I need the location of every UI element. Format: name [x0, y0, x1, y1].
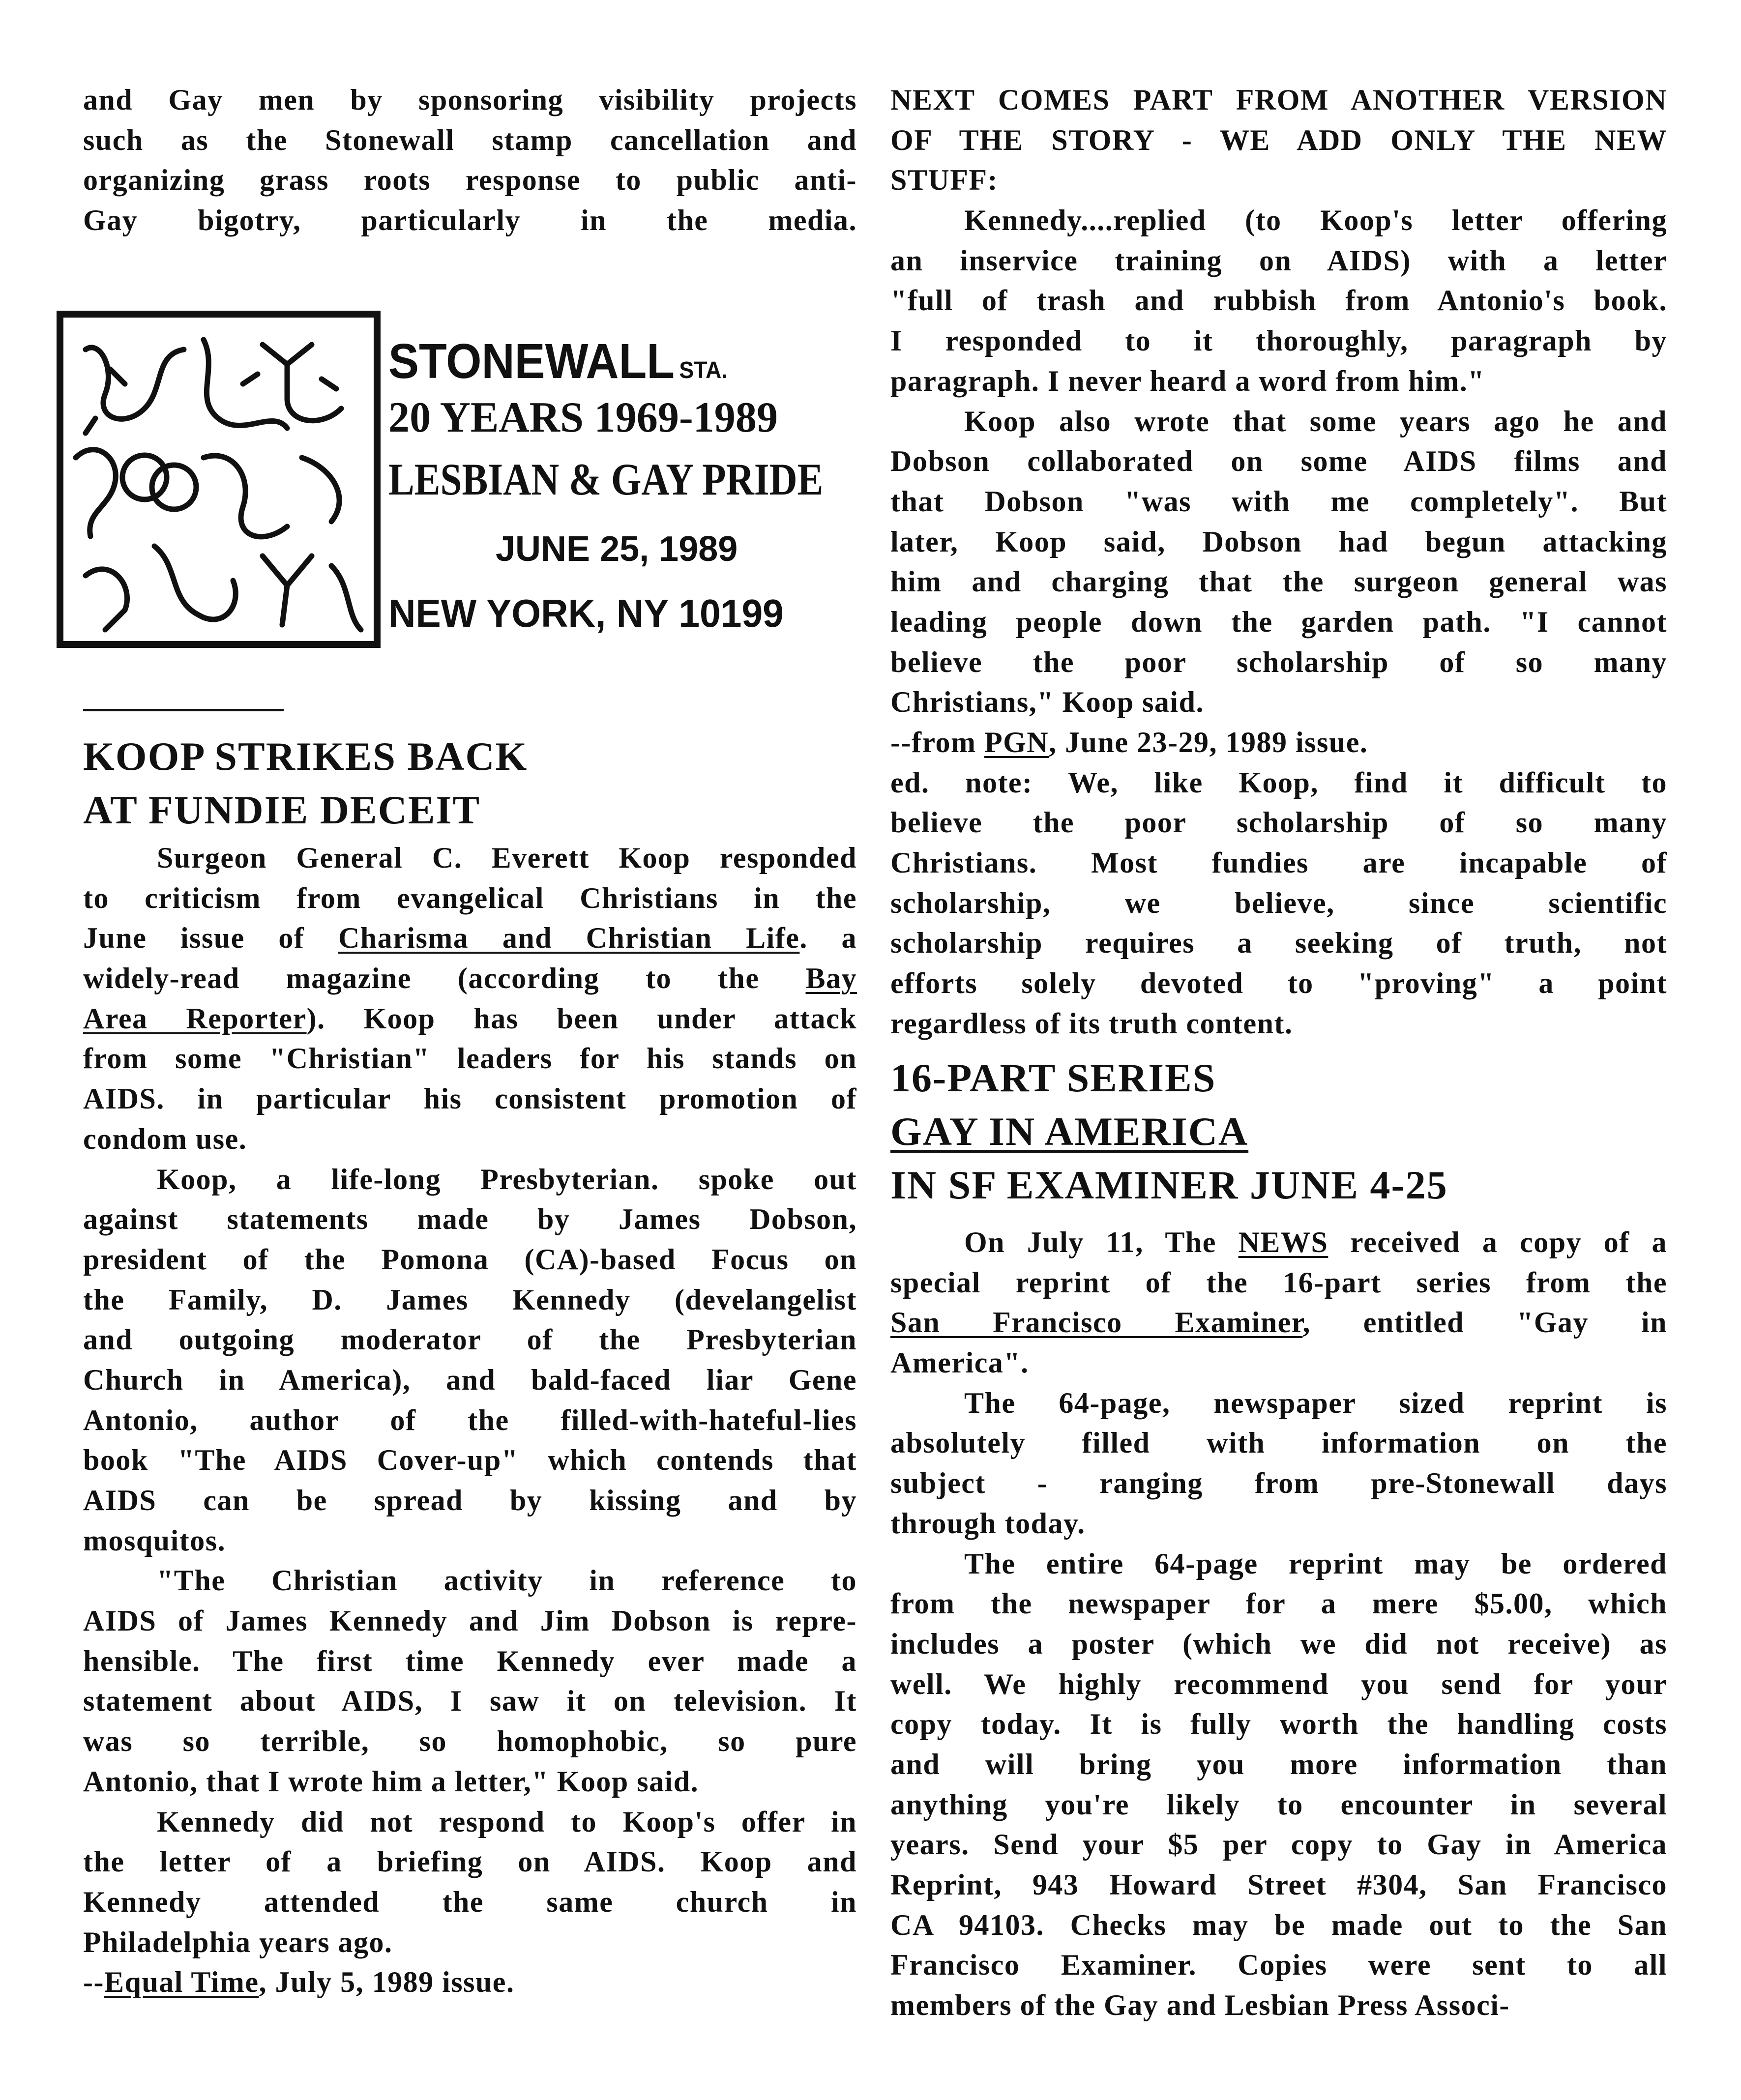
paragraph	[890, 763, 1667, 1044]
text-segment: and will bring you more information than	[890, 1748, 1667, 1780]
text-line	[890, 1584, 1667, 1624]
text-line	[83, 201, 857, 241]
text-segment: hensible. The first time Kennedy ever made a	[83, 1644, 857, 1677]
text-line	[83, 1360, 857, 1400]
paragraph	[890, 723, 1667, 763]
text-line	[83, 918, 857, 959]
text-line	[83, 1119, 857, 1160]
text-line	[890, 1263, 1667, 1303]
text-segment: June issue of	[83, 922, 338, 955]
paragraph	[890, 1223, 1667, 1383]
text-segment: Francisco Examiner. Copies were sent to all	[890, 1949, 1667, 1982]
stamp-pride: LESBIAN & GAY PRIDE	[388, 454, 824, 504]
underlined-title: Charisma and Christian Life	[338, 922, 800, 955]
stonewall-stamp-artwork	[56, 310, 381, 648]
text-line	[83, 1561, 857, 1601]
text-segment: STUFF:	[890, 164, 998, 197]
text-line	[890, 1745, 1667, 1785]
text-segment: includes a poster (which we did not receive) as	[890, 1627, 1667, 1660]
paragraph	[890, 402, 1667, 723]
stamp-sta: STA.	[679, 357, 728, 383]
paragraph	[83, 1561, 857, 1802]
paragraph	[890, 80, 1667, 201]
text-segment: Koop also wrote that some years ago he and	[964, 405, 1667, 438]
text-segment: The entire 64-page reprint may be ordered	[964, 1547, 1667, 1580]
text-line	[890, 402, 1667, 442]
text-segment: --	[83, 1966, 104, 1999]
text-line	[83, 878, 857, 919]
text-segment: The 64-page, newspaper sized reprint is	[964, 1386, 1667, 1419]
text-line	[83, 1280, 857, 1320]
text-line	[890, 602, 1667, 642]
text-segment: Kennedy....replied (to Koop's letter offering	[964, 204, 1667, 237]
text-line	[83, 1601, 857, 1641]
text-segment: organizing grass roots response to public anti-	[83, 164, 857, 197]
text-segment: AIDS of James Kennedy and Jim Dobson is repre-	[83, 1604, 857, 1637]
text-line	[890, 803, 1667, 843]
text-line	[890, 482, 1667, 522]
headline-line: KOOP STRIKES BACK	[83, 734, 528, 779]
text-line	[890, 1423, 1667, 1463]
paragraph	[890, 1544, 1667, 2026]
text-line	[890, 562, 1667, 602]
koop-headline	[83, 729, 528, 837]
text-segment: scholarship, we believe, since scientific	[890, 886, 1667, 919]
text-segment: "The Christian activity in reference to	[157, 1564, 857, 1597]
text-segment: later, Koop said, Dobson had begun attacking	[890, 525, 1667, 558]
headline-line: AT FUNDIE DECEIT	[83, 788, 481, 832]
text-line	[83, 1521, 857, 1561]
text-line	[890, 120, 1667, 161]
text-line	[83, 1842, 857, 1882]
dancing-figures-icon	[56, 310, 381, 648]
text-segment: years. Send your $5 per copy to Gay in America	[890, 1828, 1667, 1861]
text-line	[890, 1825, 1667, 1865]
left-intro-text	[83, 80, 857, 241]
section-divider	[83, 709, 284, 711]
headline-line: IN SF EXAMINER JUNE 4-25	[890, 1163, 1448, 1207]
text-line	[890, 883, 1667, 924]
text-segment: that Dobson "was with me completely". But	[890, 485, 1667, 518]
text-segment: from some "Christian" leaders for his stands on	[83, 1042, 857, 1075]
text-segment: Kennedy did not respond to Koop's offer in	[157, 1805, 857, 1838]
text-line	[83, 1160, 857, 1200]
text-segment: well. We highly recommend you send for your	[890, 1667, 1667, 1700]
gay-in-america-article-body	[890, 1223, 1667, 2026]
text-segment: through today.	[890, 1507, 1086, 1540]
text-line	[83, 120, 857, 161]
text-segment: ed. note: We, like Koop, find it difficult to	[890, 766, 1667, 799]
text-segment: copy today. It is fully worth the handling costs	[890, 1708, 1667, 1741]
underlined-title: PGN	[984, 726, 1049, 758]
text-segment: the Family, D. James Kennedy (develangelist	[83, 1283, 857, 1316]
text-segment: NEXT COMES PART FROM ANOTHER VERSION	[890, 84, 1667, 116]
underlined-title: Area Reporter	[83, 1002, 307, 1035]
text-line	[890, 321, 1667, 361]
text-segment: Christians. Most fundies are incapable of	[890, 846, 1667, 879]
text-line	[890, 723, 1667, 763]
text-segment: received a copy of a	[1328, 1226, 1668, 1258]
text-line	[83, 160, 857, 201]
text-line	[83, 1882, 857, 1923]
text-segment: Dobson collaborated on some AIDS films and	[890, 445, 1667, 478]
right-intro-text	[890, 80, 1667, 1044]
text-segment: widely-read magazine (according to the	[83, 962, 806, 995]
paragraph	[83, 1160, 857, 1561]
paragraph	[83, 1802, 857, 1963]
headline-line-underlined: GAY IN AMERICA	[890, 1109, 1249, 1154]
text-segment: Koop, a life-long Presbyterian. spoke out	[157, 1163, 857, 1196]
text-line	[890, 1905, 1667, 1946]
text-line	[83, 959, 857, 999]
text-line	[890, 1704, 1667, 1745]
text-segment: was so terrible, so homophobic, so pure	[83, 1725, 857, 1758]
text-segment: absolutely filled with information on the	[890, 1427, 1667, 1459]
stamp-name: STONEWALL	[388, 334, 675, 389]
text-line	[890, 1223, 1667, 1263]
text-line	[890, 1664, 1667, 1705]
text-segment: efforts solely devoted to "proving" a point	[890, 967, 1667, 1000]
text-line	[83, 1240, 857, 1280]
text-segment: to criticism from evangelical Christians in the	[83, 881, 857, 914]
text-line	[890, 763, 1667, 803]
text-line	[890, 441, 1667, 482]
text-line	[83, 1400, 857, 1441]
text-segment: Antonio, that I wrote him a letter," Koop said.	[83, 1765, 699, 1798]
text-segment: members of the Gay and Lesbian Press Associ-	[890, 1989, 1510, 2022]
text-line	[890, 963, 1667, 1004]
text-segment: an inservice training on AIDS) with a letter	[890, 244, 1667, 277]
text-line	[890, 682, 1667, 723]
text-segment: book "The AIDS Cover-up" which contends that	[83, 1444, 857, 1477]
text-line	[890, 522, 1667, 562]
text-line	[890, 1343, 1667, 1383]
text-line	[83, 1079, 857, 1119]
text-segment: OF THE STORY - WE ADD ONLY THE NEW	[890, 123, 1667, 156]
text-segment: America".	[890, 1346, 1029, 1379]
underlined-title: Bay	[805, 962, 857, 995]
text-line	[890, 1504, 1667, 1544]
text-segment: Reprint, 943 Howard Street #304, San Francisco	[890, 1868, 1667, 1901]
text-segment: "full of trash and rubbish from Antonio's book.	[890, 284, 1667, 317]
paragraph	[890, 201, 1667, 401]
text-line	[890, 1463, 1667, 1504]
text-segment: regardless of its truth content.	[890, 1007, 1293, 1040]
text-segment: and outgoing moderator of the Presbyterian	[83, 1323, 857, 1356]
text-line	[83, 1199, 857, 1240]
text-line	[83, 1681, 857, 1721]
text-segment: , June 23-29, 1989 issue.	[1049, 726, 1368, 758]
text-segment: AIDS. in particular his consistent promotion of	[83, 1082, 857, 1115]
stamp-date: JUNE 25, 1989	[496, 529, 738, 569]
text-segment: special reprint of the 16-part series from the	[890, 1266, 1667, 1299]
text-line	[890, 923, 1667, 963]
text-line	[890, 361, 1667, 402]
text-line	[890, 1865, 1667, 1905]
text-segment: president of the Pomona (CA)-based Focus on	[83, 1243, 857, 1276]
koop-article-body	[83, 838, 857, 2003]
text-line	[890, 1624, 1667, 1664]
text-line	[83, 1641, 857, 1682]
text-segment: ). Koop has been under attack	[306, 1002, 857, 1035]
underlined-title: Equal Time	[104, 1966, 259, 1999]
text-line	[83, 1481, 857, 1521]
text-line	[83, 80, 857, 120]
paragraph	[890, 1383, 1667, 1544]
stamp-place: NEW YORK, NY 10199	[388, 591, 784, 635]
text-line	[890, 1004, 1667, 1044]
text-segment: Philadelphia years ago.	[83, 1925, 393, 1958]
text-line	[83, 1440, 857, 1481]
text-segment: On July 11, The	[964, 1226, 1239, 1258]
text-line	[83, 1923, 857, 1963]
text-segment: Kennedy attended the same church in	[83, 1885, 857, 1918]
text-segment: against statements made by James Dobson,	[83, 1203, 857, 1236]
text-segment: . a	[799, 922, 857, 955]
underlined-title: NEWS	[1238, 1226, 1328, 1258]
text-segment: from the newspaper for a mere $5.00, which	[890, 1587, 1667, 1620]
headline-line: 16-PART SERIES	[890, 1055, 1216, 1100]
text-segment: --from	[890, 726, 984, 758]
text-segment: Christians," Koop said.	[890, 686, 1204, 719]
text-line	[83, 999, 857, 1039]
text-segment: believe the poor scholarship of so many	[890, 806, 1667, 839]
stamp-years: 20 YEARS 1969-1989	[388, 394, 778, 441]
text-line	[83, 1039, 857, 1079]
text-line	[83, 1962, 857, 2003]
text-segment: condom use.	[83, 1122, 247, 1155]
text-line	[83, 1762, 857, 1802]
text-segment: paragraph. I never heard a word from him."	[890, 364, 1485, 397]
text-line	[890, 1945, 1667, 1985]
text-segment: AIDS can be spread by kissing and by	[83, 1484, 857, 1517]
text-line	[890, 1985, 1667, 2026]
text-segment: Surgeon General C. Everett Koop responded	[157, 842, 857, 874]
underlined-title: San Francisco Examiner	[890, 1306, 1303, 1339]
text-line	[890, 160, 1667, 201]
text-line	[890, 642, 1667, 683]
text-segment: , entitled "Gay in	[1302, 1306, 1668, 1339]
text-segment: , July 5, 1989 issue.	[259, 1966, 515, 1999]
text-line	[890, 1785, 1667, 1825]
paragraph	[83, 838, 857, 1160]
text-segment: and Gay men by sponsoring visibility projects	[83, 84, 857, 116]
text-segment: such as the Stonewall stamp cancellation and	[83, 123, 857, 156]
text-segment: statement about AIDS, I saw it on television. It	[83, 1685, 857, 1718]
text-segment: the letter of a briefing on AIDS. Koop and	[83, 1845, 857, 1878]
text-line	[890, 201, 1667, 241]
text-line	[890, 281, 1667, 321]
text-line	[83, 1320, 857, 1360]
text-segment: mosquitos.	[83, 1524, 226, 1557]
text-line	[890, 1303, 1667, 1343]
text-line	[83, 1802, 857, 1842]
text-segment: I responded to it thoroughly, paragraph by	[890, 324, 1667, 357]
text-segment: Gay bigotry, particularly in the media.	[83, 204, 857, 237]
text-segment: subject - ranging from pre-Stonewall days	[890, 1467, 1667, 1500]
text-line	[890, 1544, 1667, 1584]
text-segment: believe the poor scholarship of so many	[890, 645, 1667, 678]
text-line	[890, 80, 1667, 120]
gay-in-america-headline	[890, 1051, 1448, 1212]
text-segment: scholarship requires a seeking of truth, not	[890, 927, 1667, 960]
text-line	[890, 1383, 1667, 1424]
text-segment: him and charging that the surgeon general was	[890, 565, 1667, 598]
text-segment: leading people down the garden path. "I cannot	[890, 605, 1667, 638]
text-line	[83, 838, 857, 878]
text-segment: Antonio, author of the filled-with-hateful-lies	[83, 1403, 857, 1436]
text-line	[890, 843, 1667, 883]
text-segment: CA 94103. Checks may be made out to the San	[890, 1908, 1667, 1941]
paragraph	[83, 1962, 857, 2003]
text-segment: anything you're likely to encounter in several	[890, 1788, 1667, 1821]
text-segment: Church in America), and bald-faced liar Gene	[83, 1363, 857, 1396]
text-line	[890, 241, 1667, 281]
paragraph	[83, 80, 857, 241]
stamp-station-name	[388, 334, 728, 398]
text-line	[83, 1721, 857, 1762]
